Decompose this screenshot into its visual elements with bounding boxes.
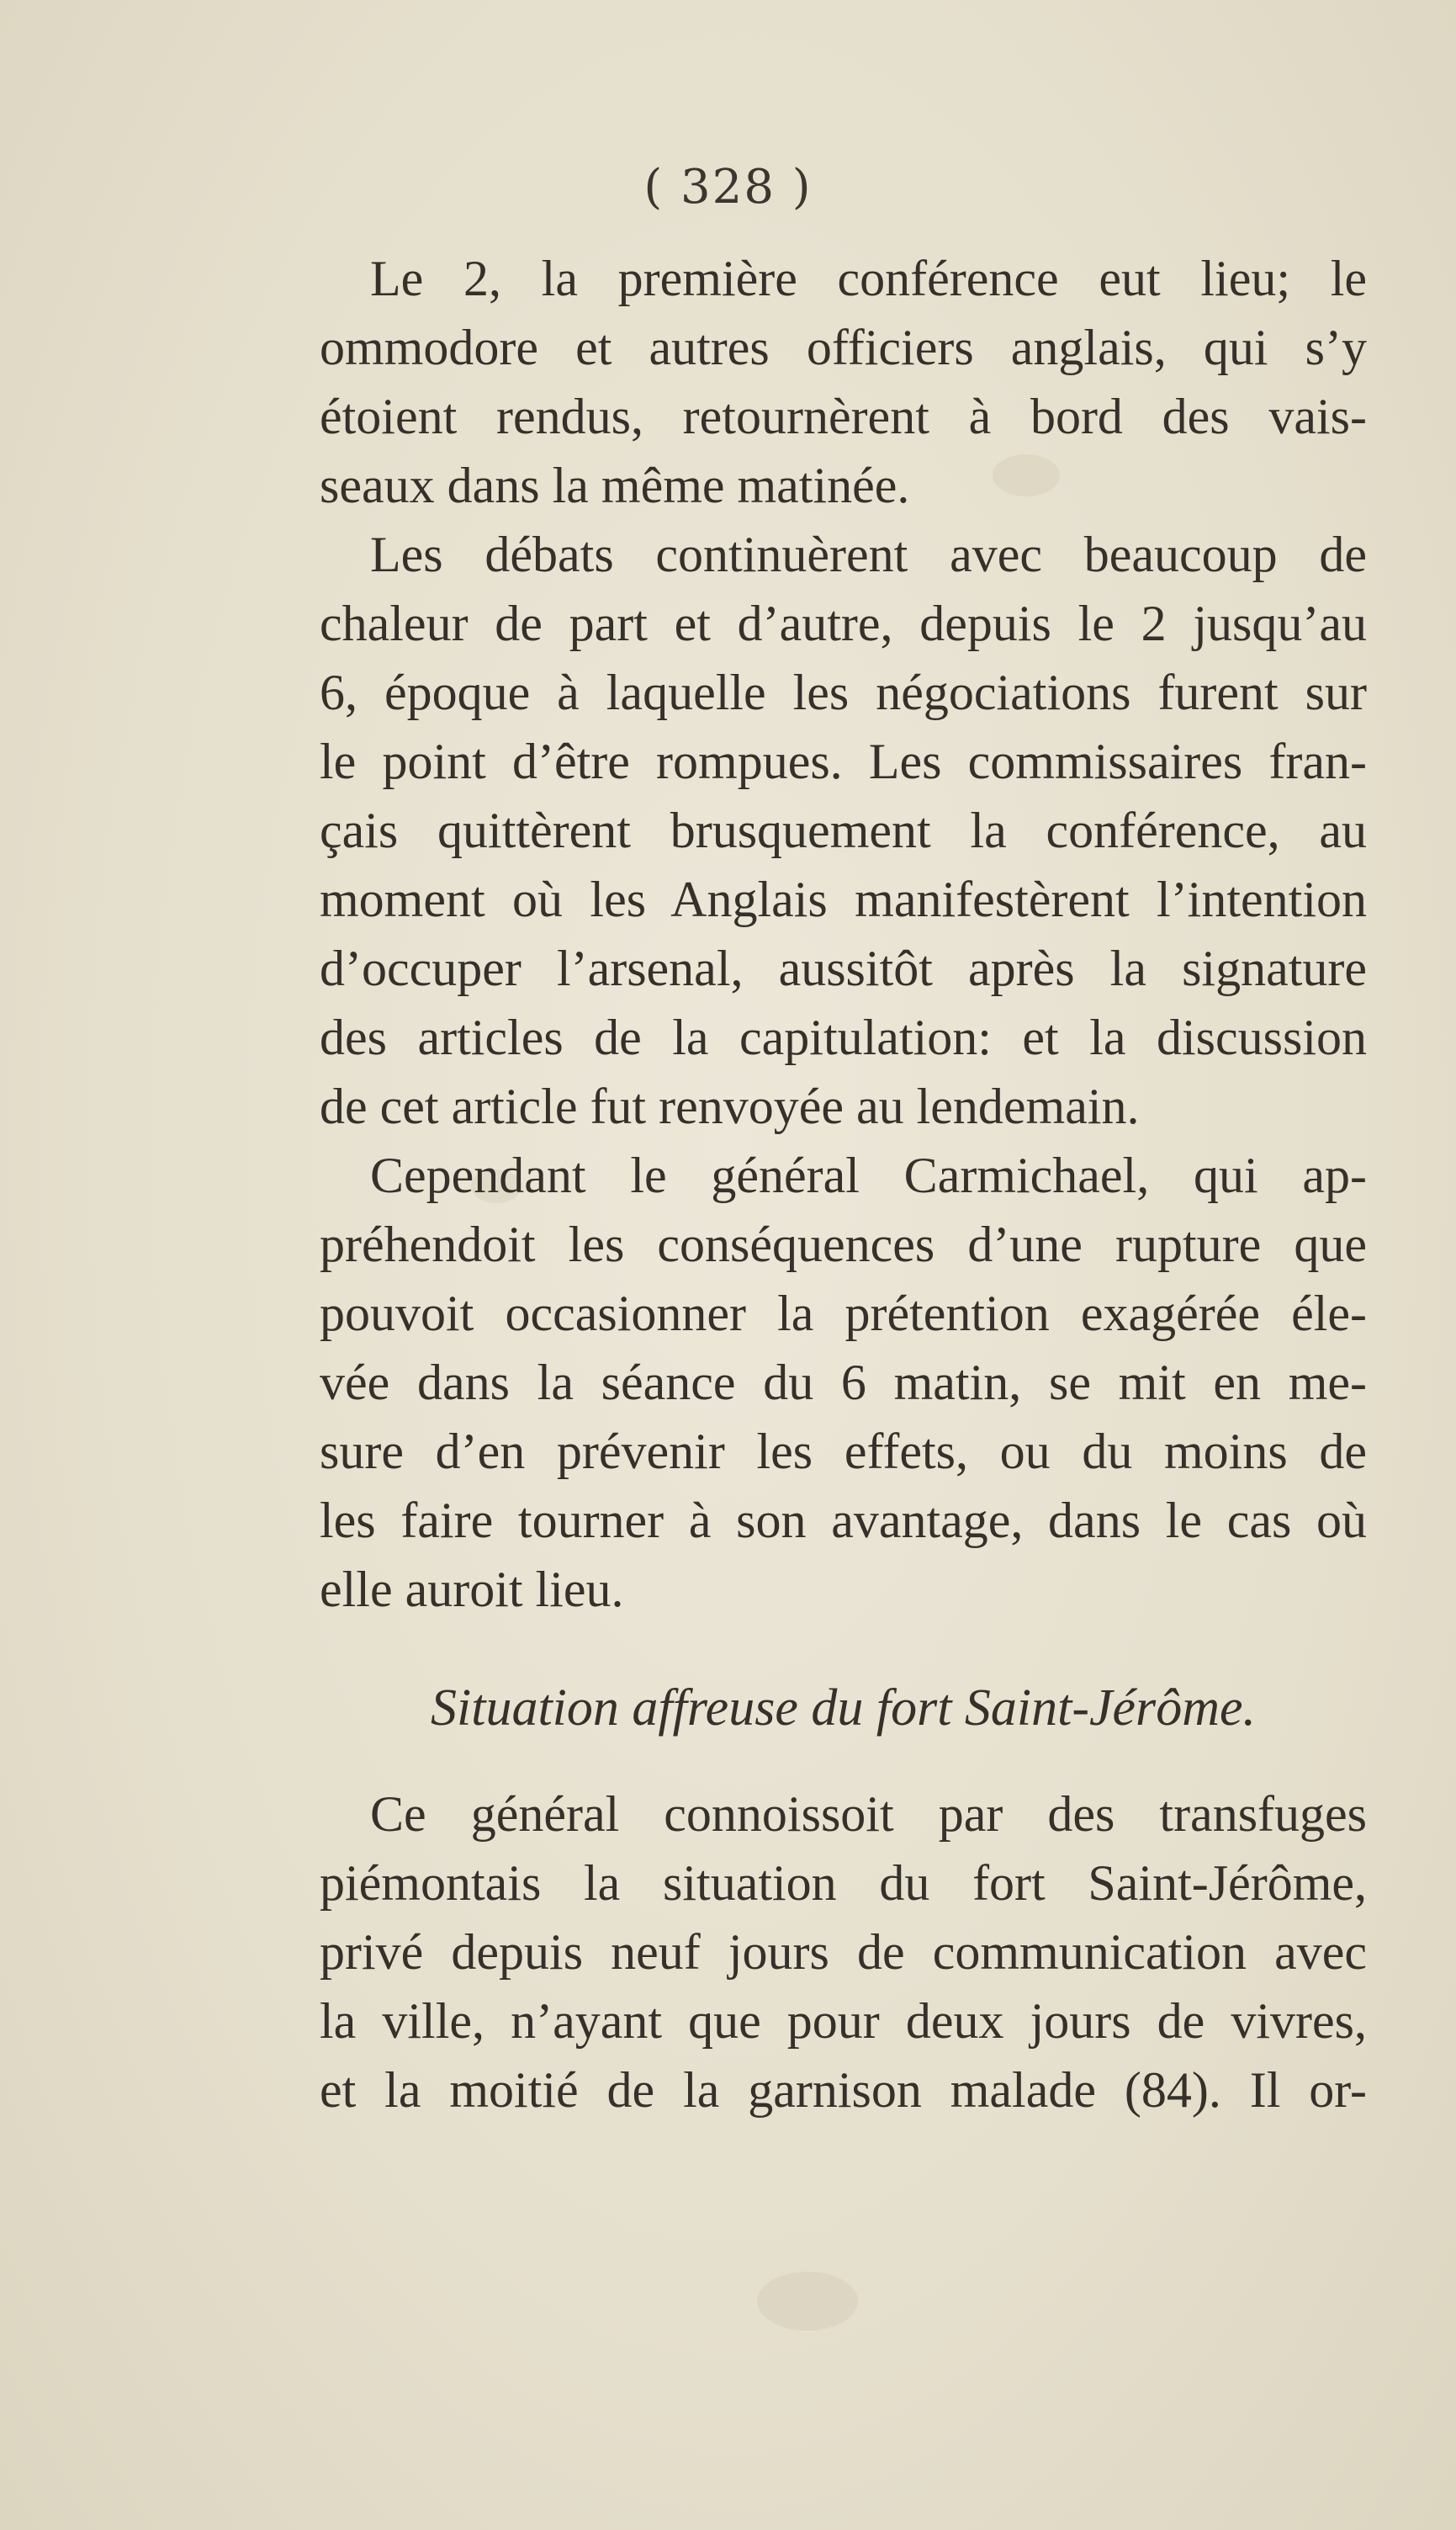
text-line: la ville, n’ayant que pour deux jours de vivres, [320,1993,1367,2049]
paper-stain [757,2272,858,2331]
text-line: ommodore et autres officiers anglais, qui s’y [320,320,1367,375]
text-line: elle auroit lieu. [320,1562,624,1617]
text-line: 6, époque à laquelle les négociations furent sur [320,665,1367,720]
body-text-bottom [320,1779,1367,2124]
body-text-top [320,244,1367,1624]
text-line: moment où les Anglais manifestèrent l’intention [320,872,1367,927]
text-line: les faire tourner à son avantage, dans le cas où [320,1493,1367,1548]
text-line: Ce général connoissoit par des transfuges [370,1786,1367,1842]
text-line: le point d’être rompues. Les commissaires fran- [320,734,1367,789]
text-line: préhendoit les conséquences d’une rupture que [320,1217,1367,1272]
text-line: des articles de la capitulation: et la discussion [320,1010,1367,1065]
section-heading: Situation affreuse du fort Saint-Jérôme. [431,1679,1256,1737]
text-line: Le 2, la première conférence eut lieu; le [370,251,1367,306]
text-line: çais quittèrent brusquement la conférence, au [320,803,1367,858]
text-line: Les débats continuèrent avec beaucoup de [370,527,1367,582]
text-line: chaleur de part et d’autre, depuis le 2 jusqu’au [320,596,1367,651]
text-line: piémontais la situation du fort Saint-Jérôme, [320,1855,1367,1911]
text-line: pouvoit occasionner la prétention exagérée éle- [320,1286,1367,1341]
text-line: étoient rendus, retournèrent à bord des vais- [320,389,1367,444]
text-line: de cet article fut renvoyée au lendemain. [320,1079,1140,1134]
text-line: sure d’en prévenir les effets, ou du moins de [320,1424,1367,1479]
text-line: Cependant le général Carmichael, qui ap- [370,1148,1367,1203]
text-line: seaux dans la même matinée. [320,458,910,513]
text-line: d’occuper l’arsenal, aussitôt après la signature [320,941,1367,996]
page-number: ( 328 ) [643,160,813,215]
text-line: et la moitié de la garnison malade (84). Il or- [320,2062,1367,2118]
text-line: vée dans la séance du 6 matin, se mit en me- [320,1355,1367,1410]
text-line: privé depuis neuf jours de communication avec [320,1924,1367,1980]
